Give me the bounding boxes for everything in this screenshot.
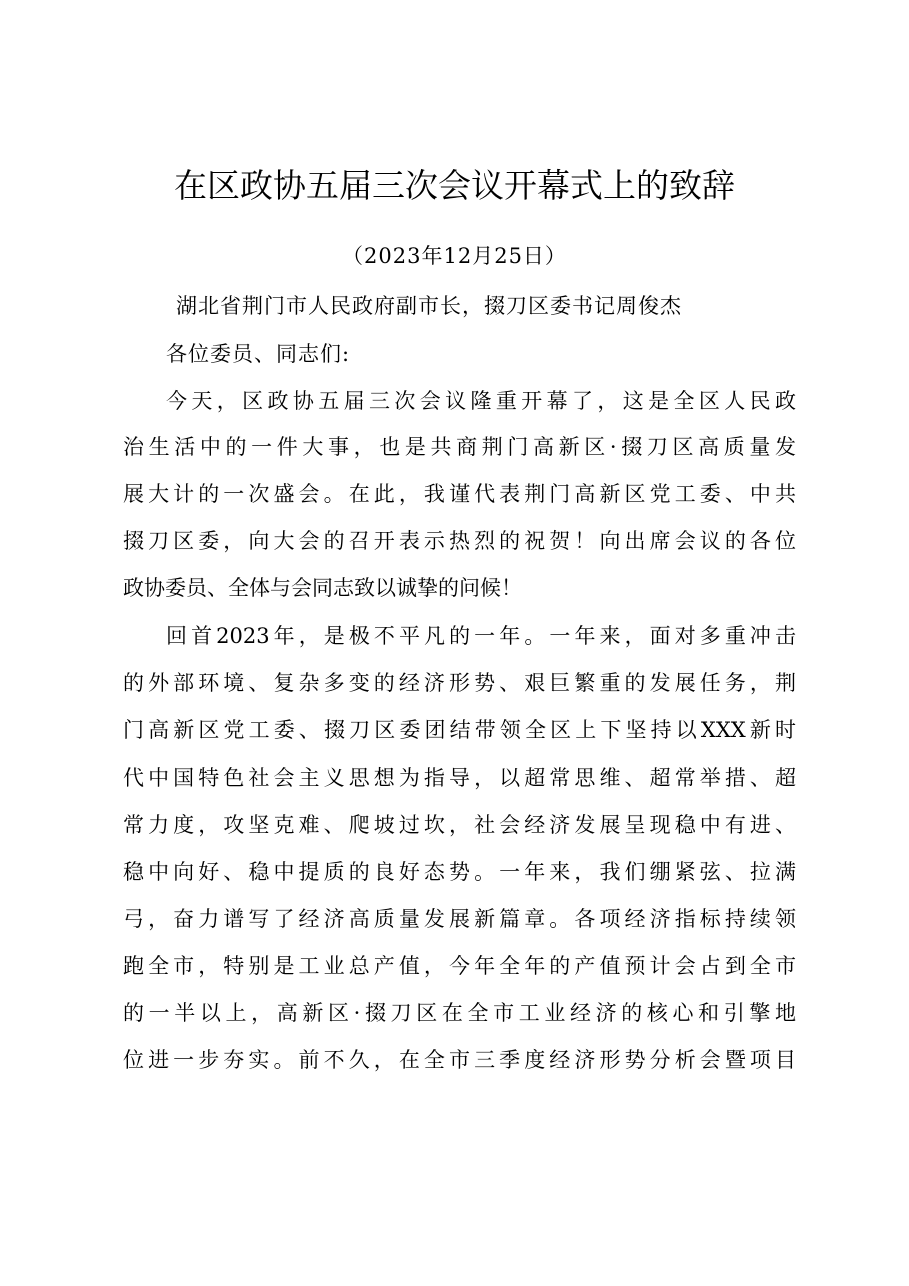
paragraph-line: 常力度，攻坚克难、爬坡过坎，社会经济发展呈现稳中有进、: [123, 813, 796, 837]
paragraph-line: 回首2023年，是极不平凡的一年。一年来，面对多重冲击: [166, 624, 796, 648]
paragraph-line: 跑全市，特别是工业总产值，今年全年的产值预计会占到全市: [123, 954, 796, 978]
paragraph-line: 今天，区政协五届三次会议隆重开幕了，这是全区人民政: [166, 389, 796, 413]
paragraph-line: 的外部环境、复杂多变的经济形势、艰巨繁重的发展任务，荆: [123, 671, 796, 695]
paragraph-line: 位进一步夯实。前不久，在全市三季度经济形势分析会暨项目: [123, 1048, 796, 1072]
paragraph-line: 掇刀区委，向大会的召开表示热烈的祝贺！向出席会议的各位: [123, 529, 796, 553]
paragraph-line: 政协委员、全体与会同志致以诚挚的问候！: [123, 576, 522, 600]
paragraph-line: 弓，奋力谱写了经济高质量发展新篇章。各项经济指标持续领: [123, 907, 796, 931]
salutation: 各位委员、同志们:: [166, 342, 351, 366]
author-line: 湖北省荆门市人民政府副市长，掇刀区委书记周俊杰: [176, 294, 682, 318]
paragraph-line: 门高新区党工委、掇刀区委团结带领全区上下坚持以XXX新时: [123, 718, 796, 742]
document-title: 在区政协五届三次会议开幕式上的致辞: [174, 166, 735, 205]
paragraph-line: 的一半以上，高新区·掇刀区在全市工业经济的核心和引擎地: [123, 1001, 796, 1025]
document-date: （2023年12月25日）: [342, 244, 567, 268]
paragraph-line: 展大计的一次盛会。在此，我谨代表荆门高新区党工委、中共: [123, 482, 796, 506]
paragraph-line: 稳中向好、稳中提质的良好态势。一年来，我们绷紧弦、拉满: [123, 860, 796, 884]
paragraph-line: 代中国特色社会主义思想为指导，以超常思维、超常举措、超: [123, 766, 796, 790]
paragraph-line: 治生活中的一件大事，也是共商荆门高新区·掇刀区高质量发: [123, 435, 796, 459]
